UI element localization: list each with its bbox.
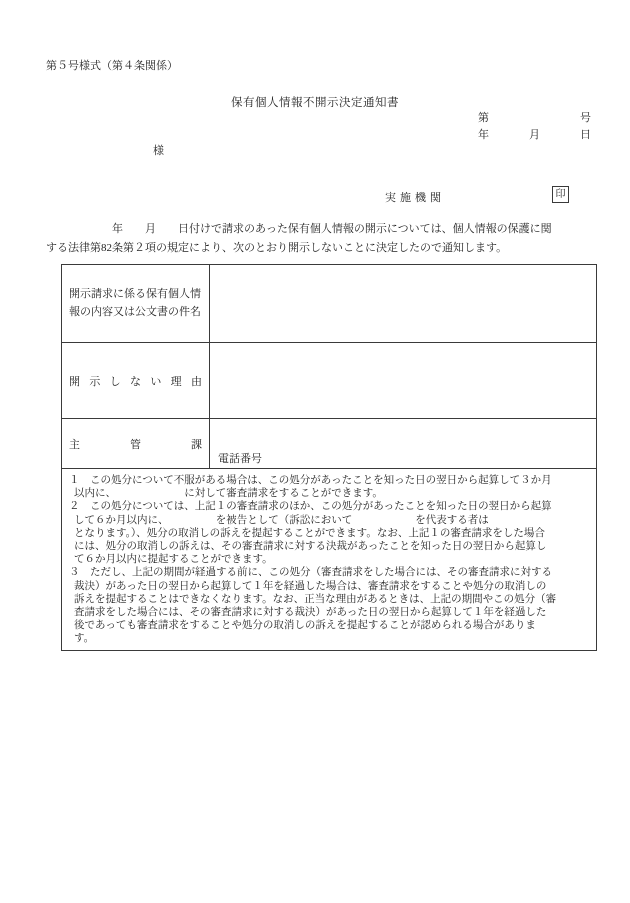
department-value-cell — [210, 419, 596, 468]
date-month-label: 月 — [529, 129, 540, 141]
reason-label-cell — [62, 343, 210, 418]
body-paragraph-line1: 年 月 日付けで請求のあった保有個人情報の開示については、個人情報の保護に関 — [46, 223, 552, 235]
note-line: て６か月以内に提起することができます。 — [74, 554, 273, 566]
document-number-line — [478, 109, 591, 125]
table-row-department — [62, 419, 596, 469]
note-line: す。 — [74, 633, 95, 645]
body-paragraph-line2: する法律第82条第２項の規定により、次のとおり開示しないことに決定したので通知します。 — [46, 241, 508, 254]
reason-value-cell — [210, 343, 596, 418]
phone-number-label: 電話番号 — [218, 453, 262, 465]
table-row-reason — [62, 343, 596, 419]
note-line: 訴えを提起することはできなくなります。なお、正当な理由があるときは、上記の期間やこの処分（審 — [74, 593, 557, 605]
note-line: して６か月以内に、 を被告として（訴訟において を代表する者は — [74, 514, 489, 526]
department-label: 主管課 — [69, 438, 202, 451]
doc-number-prefix: 第 — [478, 112, 489, 124]
note-line: 裁決）があった日の翌日から起算して１年を経過した場合は、審査請求をすることや処分の取消しの — [74, 580, 547, 592]
doc-number-suffix: 号 — [580, 112, 591, 124]
seal-placeholder: 印 — [552, 186, 569, 203]
subject-value-cell — [210, 265, 596, 342]
note-line: には、処分の取消しの訴えは、その審査請求に対する決裁があったことを知った日の翌日から起算し — [74, 541, 547, 553]
reason-label: 開示しない理由 — [69, 375, 202, 388]
date-year-label: 年 — [478, 129, 489, 141]
body-paragraph — [46, 220, 598, 257]
notes-section — [62, 469, 564, 650]
subject-label-line2: 報の内容又は公文書の件名 — [69, 306, 201, 318]
issue-date-line — [478, 126, 591, 142]
form-number: 第５号様式（第４条関係） — [46, 60, 178, 72]
note-line: ２ この処分については、上記１の審査請求のほか、この処分があったことを知った日の翌日から起算 — [69, 501, 552, 513]
note-line: ３ ただし、上記の期間が経過する前に、この処分（審査請求をした場合には、その審査請求に対する — [69, 567, 552, 579]
note-line: 以内に、 に対して審査請求をすることができます。 — [74, 488, 383, 500]
date-day-label: 日 — [580, 129, 591, 141]
table-row-subject — [62, 265, 596, 343]
document-title: 保有個人情報不開示決定通知書 — [231, 97, 399, 109]
note-line: となります。）、処分の取消しの訴えを提起することができます。なお、上記１の審査請求をした場合 — [74, 527, 545, 539]
notice-table — [61, 264, 597, 651]
subject-label-line1: 開示請求に係る保有個人情 — [69, 288, 201, 300]
subject-label-cell — [62, 265, 210, 342]
table-row-notes — [62, 469, 596, 650]
note-line: 後であっても審査請求をすることや処分の取消しの訴えを提起することが認められる場合がありま — [74, 620, 536, 632]
note-line: １ この処分について不服がある場合は、この処分があったことを知った日の翌日から起算して３か月 — [69, 475, 552, 486]
addressee-suffix: 様 — [153, 145, 164, 157]
note-line: 査請求をした場合には、その審査請求に対する裁決）があった日の翌日から起算して１年を経過した — [74, 607, 547, 619]
issuing-agency-label: 実施機関 — [385, 192, 445, 204]
department-label-cell — [62, 419, 210, 468]
